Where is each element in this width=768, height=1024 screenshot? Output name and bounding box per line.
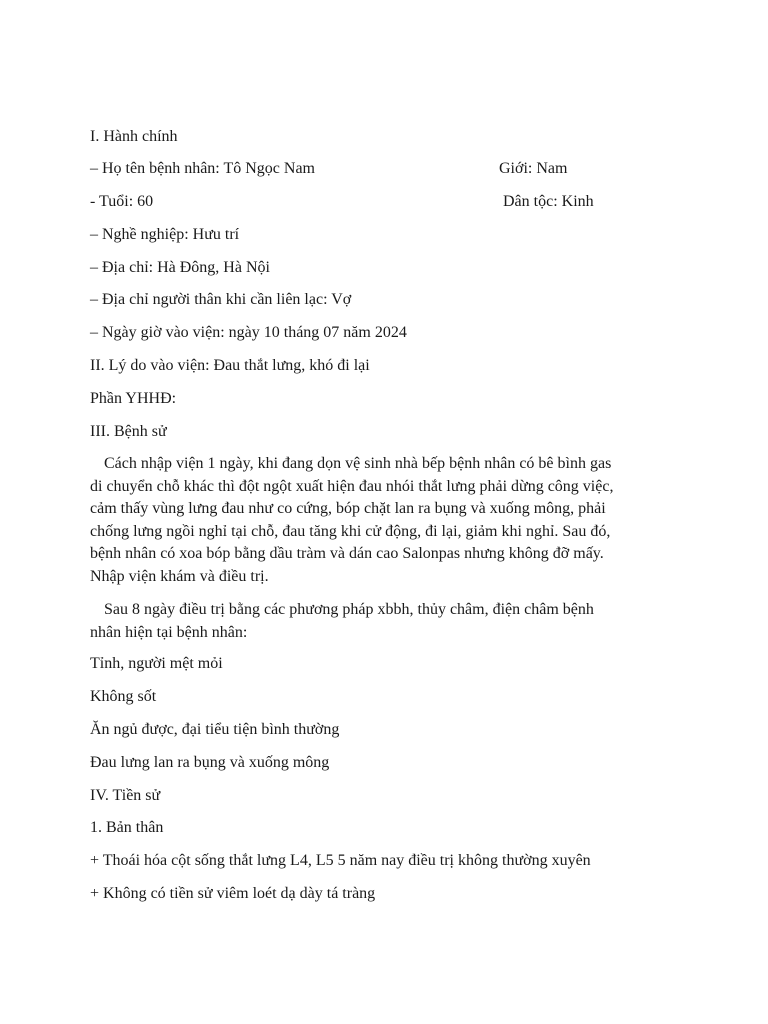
section-history-heading: III. Bệnh sử [90, 423, 167, 440]
paragraph-line: Sau 8 ngày điều trị bằng các phương pháp xbbh, thủy châm, điện châm bệnh [104, 601, 594, 618]
modern-medicine-label: Phần YHHĐ: [90, 390, 177, 407]
history-item: + Không có tiền sử viêm loét dạ dày tá tràng [90, 885, 376, 902]
admission-date: – Ngày giờ vào viện: ngày 10 tháng 07 năm 2024 [90, 324, 407, 341]
history-item: + Thoái hóa cột sống thắt lưng L4, L5 5 năm nay điều trị không thường xuyên [90, 852, 591, 869]
paragraph-line: di chuyển chỗ khác thì đột ngột xuất hiện đau nhói thắt lưng phải dừng công việc, [90, 477, 614, 495]
patient-address: – Địa chỉ: Hà Đông, Hà Nội [90, 259, 270, 276]
paragraph-line: chống lưng ngồi nghỉ tại chỗ, đau tăng khi cử động, đi lại, giảm khi nghỉ. Sau đó, [90, 522, 611, 540]
paragraph-line: Cách nhập viện 1 ngày, khi đang dọn vệ sinh nhà bếp bệnh nhân có bê bình gas [104, 455, 612, 472]
section-past-history-heading: IV. Tiền sử [90, 787, 161, 804]
patient-gender: Giới: Nam [499, 160, 568, 177]
status-line: Không sốt [90, 688, 157, 705]
status-line: Tỉnh, người mệt mỏi [90, 655, 223, 672]
patient-contact: – Địa chỉ người thân khi cần liên lạc: Vợ [90, 291, 352, 308]
status-line: Đau lưng lan ra bụng và xuống mông [90, 754, 330, 771]
personal-history-subheading: 1. Bản thân [90, 819, 164, 836]
paragraph-line: bệnh nhân có xoa bóp bằng dầu tràm và dán cao Salonpas nhưng không đỡ mấy. [90, 545, 604, 562]
paragraph-line: cảm thấy vùng lưng đau như co cứng, bóp chặt lan ra bụng và xuống mông, phải [90, 500, 606, 517]
section-admin-heading: I. Hành chính [90, 128, 178, 145]
section-reason-heading: II. Lý do vào viện: Đau thắt lưng, khó đi lại [90, 357, 370, 374]
patient-ethnicity: Dân tộc: Kinh [503, 193, 594, 210]
patient-occupation: – Nghề nghiệp: Hưu trí [90, 226, 240, 243]
paragraph-line: nhân hiện tại bệnh nhân: [90, 623, 248, 641]
patient-name: – Họ tên bệnh nhân: Tô Ngọc Nam [90, 160, 315, 177]
patient-age: - Tuổi: 60 [90, 193, 154, 210]
paragraph-line: Nhập viện khám và điều trị. [90, 567, 269, 585]
history-paragraph-1 [90, 453, 690, 588]
history-paragraph-2 [90, 599, 690, 644]
status-line: Ăn ngủ được, đại tiểu tiện bình thường [90, 721, 340, 738]
